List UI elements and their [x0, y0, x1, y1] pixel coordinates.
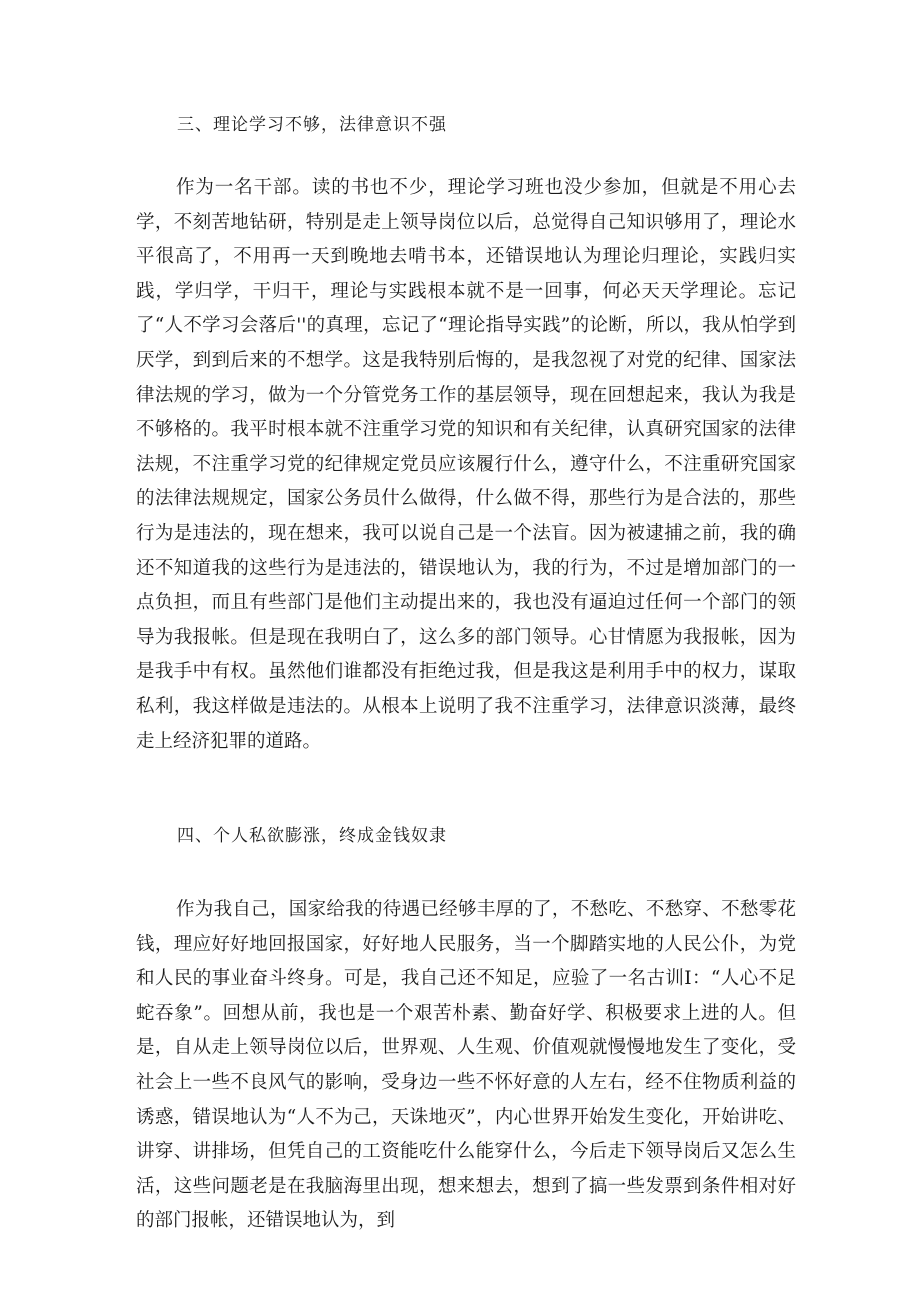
- section-heading-3: 三、理论学习不够，法律意识不强: [177, 115, 447, 135]
- section-heading-4: 四、个人私欲膨涨，终成金钱奴隶: [177, 826, 447, 846]
- section-paragraph-3: 作为一名干部。读的书也不少，理论学习班也没少参加，但就是不用心去学，不刻苦地钻研，特别是走上领导岗位以后，总觉得自己知识够用了，理论水平很高了，不用再一天到晚地去啃书本，还错误地认为理论归理论，实践归实践，学归学，干归干，理论与实践根本就不是一回事，何必天天学理论。忘记了“人不学习会落后''的真理，忘记了“理论指导实践”的论断，所以，我从怕学到厌学，到到后来的不想学。这是我特别后悔的，是我忽视了对党的纪律、国家法律法规的学习，做为一个分管党务工作的基层领导，现在回想起来，我认为我是不够格的。我平时根本就不注重学习党的知识和有关纪律，认真研究国家的法律法规，不注重学习党的纪律规定党员应该履行什么，遵守什么，不注重研究国家的法律法规规定，国家公务员什么做得，什么做不得，那些行为是合法的，那些行为是违法的，现在想来，我可以说自己是一个法盲。因为被逮捕之前，我的确还不知道我的这些行为是违法的，错误地认为，我的行为，不过是增加部门的一点负担，而且有些部门是他们主动提出来的，我也没有逼迫过任何一个部门的领导为我报帐。但是现在我明白了，这么多的部门领导。心甘情愿为我报帐，因为是我手中有权。虽然他们谁都没有拒绝过我，但是我这是利用手中的权力，谋取私利，我这样做是违法的。从根本上说明了我不注重学习，法律意识淡薄，最终走上经济犯罪的道路。: [136, 177, 796, 752]
- section-paragraph-4: 作为我自己，国家给我的待遇已经够丰厚的了，不愁吃、不愁穿、不愁零花钱，理应好好地回报国家，好好地人民服务，当一个脚踏实地的人民公仆，为党和人民的事业奋斗终身。可是，我自己还不知足，应验了一名古训I：“人心不足蛇吞象”。回想从前，我也是一个艰苦朴素、勤奋好学、积极要求上进的人。但是，自从走上领导岗位以后，世界观、人生观、价值观就慢慢地发生了变化，受社会上一些不良风气的影响，受身边一些不怀好意的人左右，经不住物质利益的诱惑，错误地认为“人不为己，天诛地灭”，内心世界开始发生变化，开始讲吃、讲穿、讲排场，但凭自己的工资能吃什么能穿什么，今后走下领导岗后又怎么生活，这些问题老是在我脑海里出现，想来想去，想到了搞一些发票到条件相对好的部门报帐，还错误地认为，到: [136, 899, 796, 1232]
